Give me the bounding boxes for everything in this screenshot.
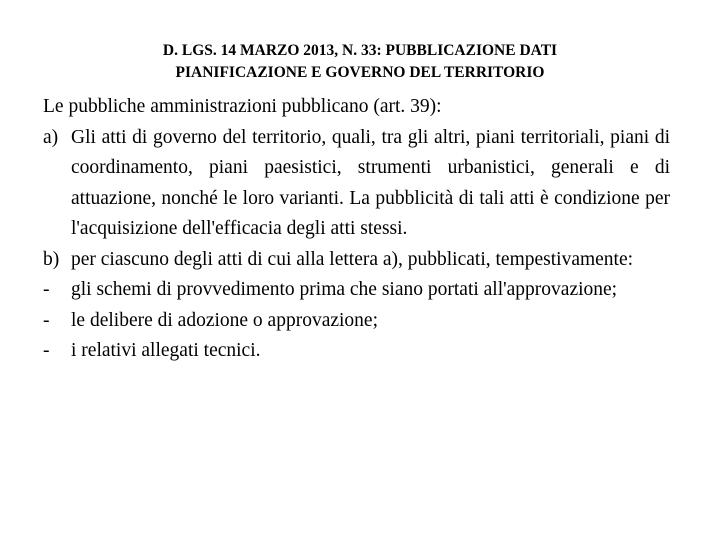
list-item-text: gli schemi di provvedimento prima che siano portati all'approvazione; — [71, 279, 618, 300]
list-marker: - — [43, 279, 50, 300]
list-item-b — [43, 245, 670, 276]
slide-body — [43, 92, 670, 367]
list-item-dash-1 — [43, 275, 670, 306]
list-item-dash-3 — [43, 336, 670, 367]
list-item-a — [43, 123, 670, 245]
title-line-2: PIANIFICAZIONE E GOVERNO DEL TERRITORIO — [175, 64, 545, 81]
list-item-text: Gli atti di governo del territorio, quali, tra gli altri, piani territoriali, piani di coordinamento, piani paesistici, strumenti urbanistici, generali e di attuazione, nonché le loro varianti. La pubblicità di tali atti è condizione per l'acquisizione dell'efficacia degli atti stessi. — [71, 126, 670, 239]
list-item-text: per ciascuno degli atti di cui alla lettera a), pubblicati, tempestivamente: — [71, 248, 634, 270]
title-line-1: D. LGS. 14 MARZO 2013, N. 33: PUBBLICAZIONE DATI — [162, 42, 558, 59]
slide-title — [40, 40, 680, 84]
list-marker: a) — [43, 126, 59, 148]
list-item-text: i relativi allegati tecnici. — [71, 340, 261, 361]
list-marker: b) — [43, 248, 60, 270]
list-marker: - — [43, 340, 50, 361]
list-item-dash-2 — [43, 306, 670, 337]
list-item-text: le delibere di adozione o approvazione; — [71, 309, 378, 331]
intro-text: Le pubbliche amministrazioni pubblicano (art. 39): — [43, 96, 442, 117]
list-marker: - — [43, 309, 50, 331]
